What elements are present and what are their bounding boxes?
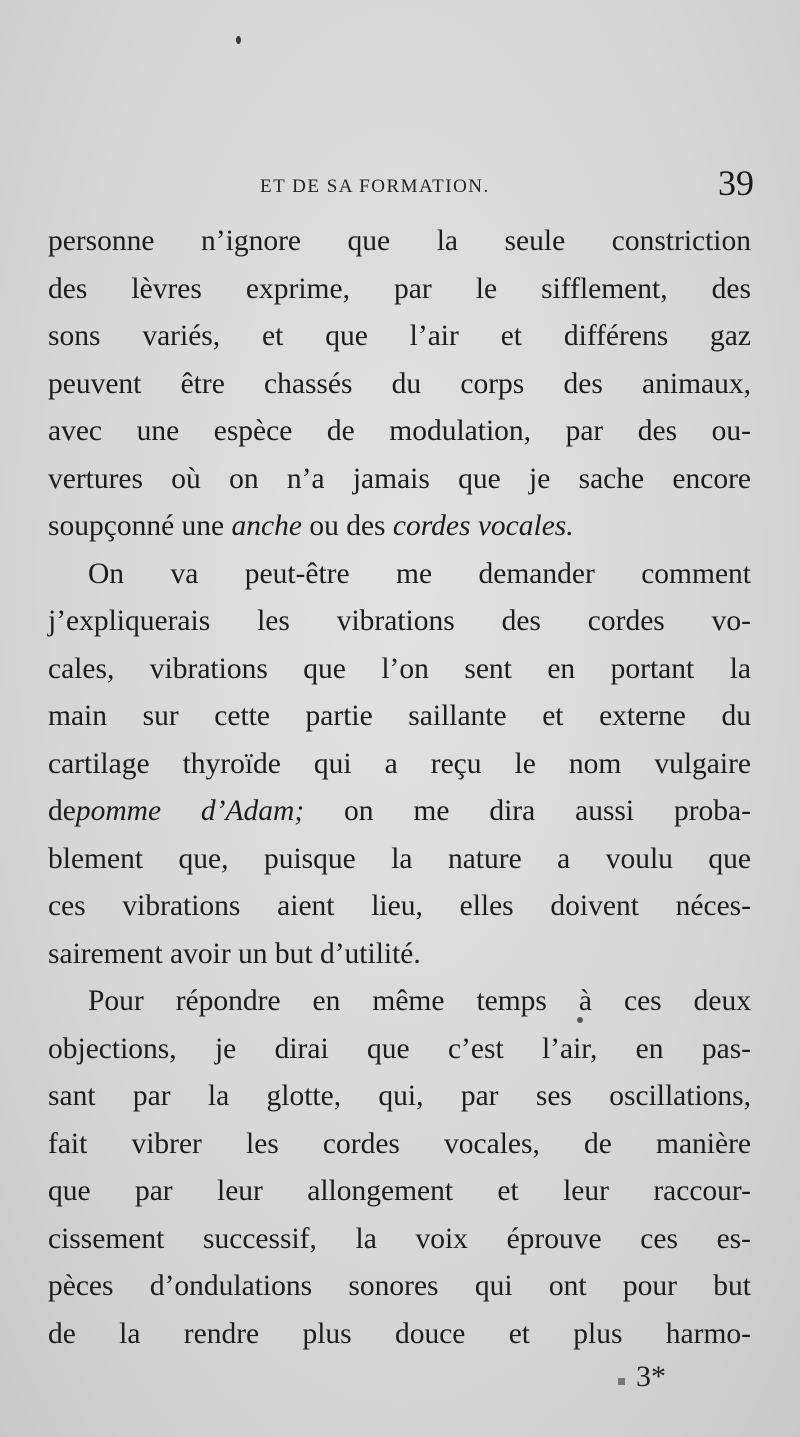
text-run: ces vibrations aient lieu, elles doivent néces- <box>48 890 751 922</box>
text-line <box>48 313 751 361</box>
text-run: de la rendre plus douce et plus harmo- <box>48 1317 751 1350</box>
text-line <box>48 598 751 646</box>
text-run: vertures où on n’a jamais que je sache encore <box>48 462 751 495</box>
text-run: soupçonné une <box>48 510 232 542</box>
text-line <box>48 693 751 741</box>
text-run: avec une espèce de modulation, par des ou- <box>48 415 751 447</box>
body-text <box>48 218 751 1358</box>
text-line <box>48 646 751 694</box>
text-run: fait vibrer les cordes vocales, de manière <box>48 1127 751 1160</box>
text-run: main sur cette partie saillante et externe du <box>48 700 751 732</box>
text-line <box>48 1121 751 1169</box>
ink-speck <box>236 36 241 44</box>
text-run: j’expliquerais les vibrations des cordes vo- <box>48 605 751 637</box>
text-line <box>48 1216 751 1264</box>
signature-mark: 3* <box>636 1360 666 1393</box>
text-line <box>48 456 751 504</box>
text-run: cissement successif, la voix éprouve ces es- <box>48 1222 751 1255</box>
text-run: sons variés, et que l’air et différens gaz <box>48 320 751 352</box>
text-line <box>48 218 751 266</box>
text-line <box>48 266 751 314</box>
text-line <box>48 931 751 979</box>
text-line <box>48 1263 751 1311</box>
text-line <box>48 1168 751 1216</box>
italic-text: pomme d’Adam; <box>75 795 305 827</box>
text-line <box>48 883 751 931</box>
text-line <box>48 408 751 456</box>
text-line <box>48 361 751 409</box>
italic-text: cordes vocales. <box>392 510 574 542</box>
text-run: que par leur allongement et leur raccour- <box>48 1175 751 1207</box>
text-run: de <box>48 795 76 827</box>
text-line <box>48 1073 751 1121</box>
text-run: des lèvres exprime, par le sifflement, des <box>48 272 751 305</box>
text-run: cartilage thyroïde qui a reçu le nom vulgaire <box>48 747 751 780</box>
text-line <box>48 741 751 789</box>
text-line <box>48 836 751 884</box>
text-run: objections, je dirai que c’est l’air, en pas- <box>48 1032 751 1065</box>
text-run: Pour répondre en même temps à ces deux <box>88 985 751 1017</box>
text-run: pèces d’ondulations sonores qui ont pour but <box>48 1270 751 1302</box>
text-line <box>48 788 751 836</box>
text-run: sant par la glotte, qui, par ses oscillations, <box>48 1080 751 1112</box>
text-line <box>48 551 751 599</box>
text-line <box>48 978 751 1026</box>
page-header <box>48 163 760 208</box>
text-run: peuvent être chassés du corps des animaux, <box>48 367 751 400</box>
signature-dot <box>618 1378 625 1385</box>
text-line <box>48 1026 751 1074</box>
text-run: sairement avoir un but d’utilité. <box>48 937 421 970</box>
text-line <box>48 503 751 551</box>
text-run: on me dira aussi proba- <box>304 795 751 827</box>
text-run: On va peut-être me demander comment <box>88 557 751 590</box>
page-number: 39 <box>718 163 754 203</box>
italic-text: anche <box>231 510 302 542</box>
running-head: ET DE SA FORMATION. <box>260 176 490 197</box>
text-run: personne n’ignore que la seule constriction <box>48 225 751 257</box>
text-run: ou des <box>301 510 393 542</box>
text-run: blement que, puisque la nature a voulu que <box>48 842 751 875</box>
text-line <box>48 1311 751 1359</box>
text-run: cales, vibrations que l’on sent en portant la <box>48 652 751 685</box>
